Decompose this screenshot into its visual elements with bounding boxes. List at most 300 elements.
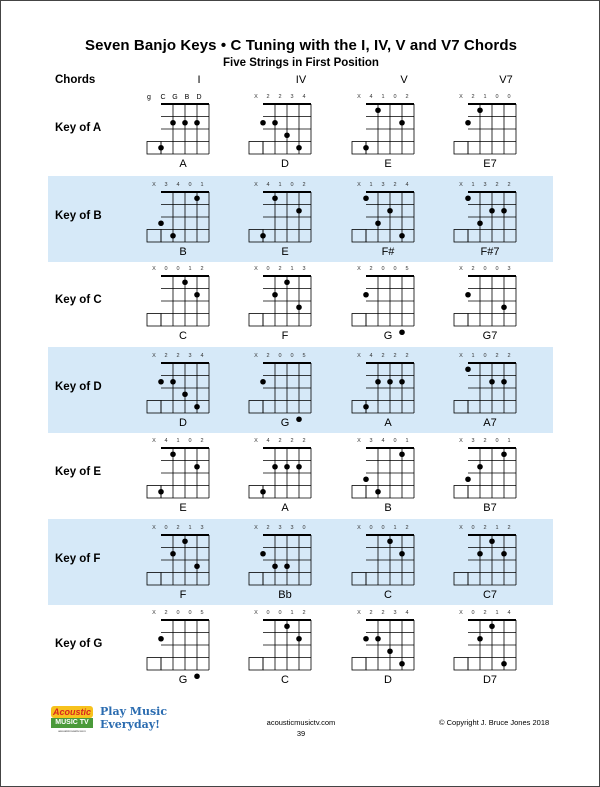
finger-dot (387, 648, 393, 654)
chord-grid (245, 347, 325, 417)
chord-name: D (179, 417, 187, 429)
chord-name: G (280, 417, 290, 429)
key-label: Key of F (55, 553, 101, 565)
fingering-mark: 0 (188, 438, 192, 444)
finger-dot (465, 476, 471, 482)
chord-diagram (245, 519, 325, 605)
fingering-mark: 2 (278, 438, 282, 444)
fingering-mark: 2 (393, 182, 397, 188)
fingering-mark: 4 (381, 438, 385, 444)
fifth-string-stub (454, 314, 468, 327)
finger-dot (387, 208, 393, 214)
finger-dot (477, 107, 483, 113)
chord-diagram (450, 176, 530, 262)
fingering-mark: 0 (188, 182, 192, 188)
chord-diagram (143, 176, 223, 262)
finger-dot (272, 120, 278, 126)
fifth-string-stub (147, 401, 161, 414)
finger-dot (296, 145, 302, 151)
fingering-mark: 2 (278, 94, 282, 100)
finger-dot (465, 366, 471, 372)
column-header-V7: V7 (499, 74, 513, 86)
chord-grid (450, 176, 530, 246)
finger-dot (399, 551, 405, 557)
chord-diagram (143, 347, 223, 433)
fingering-mark: 3 (278, 525, 282, 531)
fingering-mark: 0 (176, 266, 180, 272)
finger-dot (375, 636, 381, 642)
fingering-mark: 3 (483, 182, 487, 188)
page-title: Seven Banjo Keys • C Tuning with the I, IV, V and V7 Chords (84, 37, 518, 54)
fingering-mark: X (152, 525, 156, 531)
chord-name: C (179, 330, 187, 342)
chord-name: C (384, 589, 392, 601)
fingering-mark: 3 (200, 525, 204, 531)
finger-dot (465, 292, 471, 298)
fingering-mark: 2 (507, 525, 511, 531)
fingering-mark: 1 (471, 353, 475, 359)
fingering-mark: 0 (278, 353, 282, 359)
finger-dot (489, 208, 495, 214)
fingering-mark: 2 (176, 353, 180, 359)
fingering-mark: X (254, 182, 258, 188)
fingering-mark: 1 (176, 438, 180, 444)
chord-grid (450, 519, 530, 589)
fingering-mark: X (459, 525, 463, 531)
finger-dot (284, 563, 290, 569)
string-name: g (147, 94, 151, 101)
fingering-mark: 0 (495, 94, 499, 100)
finger-dot (363, 636, 369, 642)
fingering-mark: 2 (176, 525, 180, 531)
fingering-mark: 2 (266, 353, 270, 359)
chord-diagram (450, 604, 530, 690)
fingering-mark: 2 (290, 438, 294, 444)
string-name: C (160, 94, 166, 101)
chord-name: Bb (278, 589, 292, 601)
fingering-mark: 1 (278, 182, 282, 188)
fingering-mark: 1 (483, 94, 487, 100)
finger-dot (363, 404, 369, 410)
chord-diagram (348, 88, 428, 174)
finger-dot (158, 145, 164, 151)
finger-dot (272, 195, 278, 201)
chord-name: G (178, 674, 188, 686)
fingering-mark: X (357, 266, 361, 272)
column-header-I: I (197, 74, 201, 86)
finger-dot (182, 279, 188, 285)
finger-dot (375, 379, 381, 385)
chord-diagram (143, 260, 223, 346)
finger-dot (399, 120, 405, 126)
fingering-mark: X (357, 610, 361, 616)
chord-diagram (143, 604, 223, 690)
chord-diagram (450, 432, 530, 518)
fingering-mark: 0 (471, 525, 475, 531)
finger-dot (501, 379, 507, 385)
chord-name: F (179, 589, 187, 601)
finger-dot (375, 220, 381, 226)
finger-dot (272, 464, 278, 470)
finger-dot (194, 120, 200, 126)
fifth-string-stub (352, 573, 366, 586)
chord-diagram (348, 347, 428, 433)
fingering-mark: X (152, 353, 156, 359)
fingering-mark: 2 (471, 266, 475, 272)
copyright: © Copyright J. Bruce Jones 2018 (439, 718, 550, 727)
finger-dot (284, 623, 290, 629)
chord-grid (348, 432, 428, 502)
fingering-mark: 2 (381, 353, 385, 359)
finger-dot (284, 464, 290, 470)
finger-dot (296, 208, 302, 214)
chord-diagram (245, 347, 325, 433)
logo-tagline-1: Play Music (100, 705, 168, 718)
finger-dot (170, 233, 176, 239)
finger-dot (489, 538, 495, 544)
logo-wordmark: Acoustic (52, 707, 91, 717)
chord-grid (348, 260, 428, 330)
fingering-mark: X (459, 266, 463, 272)
fingering-mark: 4 (405, 182, 409, 188)
finger-dot (465, 120, 471, 126)
fingering-mark: 2 (200, 266, 204, 272)
chord-name: F (281, 330, 289, 342)
fingering-mark: X (254, 353, 258, 359)
chord-diagram (245, 88, 325, 174)
chord-name: B7 (483, 502, 497, 514)
chord-name: D (281, 158, 289, 170)
fingering-mark: 0 (302, 525, 306, 531)
fifth-string-stub (249, 314, 263, 327)
fingering-mark: 2 (405, 353, 409, 359)
fifth-string-stub (352, 486, 366, 499)
chord-diagram (348, 519, 428, 605)
chord-name: E (281, 246, 289, 258)
fingering-mark: 0 (483, 266, 487, 272)
chord-diagram (245, 260, 325, 346)
fingering-mark: X (254, 525, 258, 531)
fingering-mark: X (357, 525, 361, 531)
fingering-mark: 2 (302, 182, 306, 188)
chords-column-header: Chords (55, 74, 96, 86)
fifth-string-stub (249, 142, 263, 155)
fingering-mark: 4 (405, 610, 409, 616)
footer-url: acousticmusictv.com (266, 718, 336, 727)
fingering-mark: 3 (471, 438, 475, 444)
logo-music-tv: MUSIC TV (51, 718, 93, 728)
chord-diagram (348, 176, 428, 262)
fingering-mark: 0 (393, 94, 397, 100)
finger-dot (284, 279, 290, 285)
chord-diagram (245, 176, 325, 262)
fingering-mark: 2 (200, 438, 204, 444)
chord-diagram (143, 88, 223, 174)
fingering-mark: 0 (266, 266, 270, 272)
fingering-mark: 0 (471, 610, 475, 616)
fingering-mark: 2 (507, 182, 511, 188)
fingering-mark: 0 (266, 610, 270, 616)
finger-dot (260, 120, 266, 126)
column-header-V: V (400, 74, 408, 86)
fingering-mark: 1 (381, 94, 385, 100)
string-name: B (184, 94, 190, 101)
finger-dot (182, 391, 188, 397)
chord-diagram (143, 519, 223, 605)
fingering-mark: 1 (495, 525, 499, 531)
chord-diagram (348, 260, 428, 346)
fingering-mark: 1 (200, 182, 204, 188)
fifth-string-stub (454, 658, 468, 671)
finger-dot (477, 636, 483, 642)
fingering-mark: 4 (164, 438, 168, 444)
fingering-mark: X (459, 610, 463, 616)
fifth-string-stub (454, 230, 468, 243)
chord-name: A (384, 417, 392, 429)
chord-name: A (179, 158, 187, 170)
fingering-mark: 3 (290, 94, 294, 100)
chord-name: D7 (482, 674, 498, 686)
fingering-mark: X (459, 438, 463, 444)
fifth-string-stub (249, 658, 263, 671)
chord-grid (245, 604, 325, 674)
chord-name: C7 (482, 589, 498, 601)
fifth-string-stub (352, 314, 366, 327)
fingering-mark: 2 (483, 525, 487, 531)
fingering-mark: 4 (266, 438, 270, 444)
finger-dot (399, 233, 405, 239)
fingering-mark: 2 (393, 353, 397, 359)
finger-dot (170, 120, 176, 126)
fifth-string-stub (454, 573, 468, 586)
fingering-mark: 2 (302, 438, 306, 444)
fingering-mark: 3 (369, 438, 373, 444)
fingering-mark: 1 (188, 266, 192, 272)
finger-dot (158, 379, 164, 385)
column-header-IV: IV (295, 74, 307, 86)
chord-name: F#7 (480, 246, 500, 258)
chord-diagram (450, 519, 530, 605)
fingering-mark: 4 (176, 182, 180, 188)
fingering-mark: 1 (393, 525, 397, 531)
finger-dot (158, 220, 164, 226)
fingering-mark: 2 (266, 525, 270, 531)
fingering-mark: 3 (188, 353, 192, 359)
fingering-mark: 2 (164, 353, 168, 359)
finger-dot (158, 489, 164, 495)
fingering-mark: 2 (495, 353, 499, 359)
fingering-mark: X (254, 438, 258, 444)
fingering-mark: 0 (278, 610, 282, 616)
chord-grid (245, 260, 325, 330)
fingering-mark: 3 (290, 525, 294, 531)
fingering-mark: 5 (200, 610, 204, 616)
finger-dot (182, 120, 188, 126)
fifth-string-stub (147, 230, 161, 243)
finger-dot (465, 195, 471, 201)
finger-dot (182, 538, 188, 544)
chord-grid (450, 260, 530, 330)
chord-grid (348, 176, 428, 246)
fifth-string-stub (249, 573, 263, 586)
fingering-mark: 3 (381, 182, 385, 188)
fingering-mark: 1 (507, 438, 511, 444)
fingering-mark: 1 (405, 438, 409, 444)
chord-grid (143, 432, 223, 502)
chord-grid (348, 604, 428, 674)
finger-dot (170, 379, 176, 385)
logo-tagline-2: Everyday! (100, 718, 161, 731)
finger-dot (501, 451, 507, 457)
fingering-mark: 4 (369, 94, 373, 100)
fingering-mark: 0 (483, 353, 487, 359)
fingering-mark: X (254, 94, 258, 100)
finger-dot (194, 464, 200, 470)
finger-dot (158, 636, 164, 642)
fingering-mark: 0 (176, 610, 180, 616)
chord-grid (143, 347, 223, 417)
fingering-mark: 0 (290, 182, 294, 188)
fingering-mark: X (152, 266, 156, 272)
chord-grid (143, 176, 223, 246)
fingering-mark: X (152, 438, 156, 444)
fingering-mark: 5 (302, 353, 306, 359)
finger-dot (489, 379, 495, 385)
finger-dot (399, 379, 405, 385)
chord-grid (450, 432, 530, 502)
chord-grid (348, 88, 428, 158)
chord-diagram (245, 604, 325, 690)
finger-dot (194, 563, 200, 569)
fingering-mark: 4 (507, 610, 511, 616)
fingering-mark: 2 (369, 610, 373, 616)
fingering-mark: 3 (393, 610, 397, 616)
finger-dot (170, 551, 176, 557)
chord-name: F# (381, 246, 395, 258)
finger-dot (260, 233, 266, 239)
fingering-mark: 2 (483, 438, 487, 444)
chord-name: E (384, 158, 392, 170)
chord-name: B (179, 246, 187, 258)
chord-grid (245, 88, 325, 158)
chord-name: D (384, 674, 392, 686)
fingering-mark: 2 (483, 610, 487, 616)
fingering-mark: 0 (369, 525, 373, 531)
chord-diagram (348, 604, 428, 690)
chord-grid (450, 88, 530, 158)
finger-dot (194, 404, 200, 410)
fingering-mark: 1 (290, 610, 294, 616)
fingering-mark: 4 (369, 353, 373, 359)
finger-dot (296, 304, 302, 310)
chord-diagram (143, 432, 223, 518)
fingering-mark: 5 (405, 266, 409, 272)
chord-grid (245, 519, 325, 589)
finger-dot (399, 661, 405, 667)
logo-small-url: acousticmusictv.com (58, 729, 86, 733)
fifth-string-stub (454, 401, 468, 414)
chord-name: E7 (483, 158, 497, 170)
finger-dot (260, 489, 266, 495)
finger-dot (477, 551, 483, 557)
fifth-string-stub (147, 314, 161, 327)
key-label: Key of D (55, 381, 102, 393)
chord-grid (348, 519, 428, 589)
chord-diagram (450, 347, 530, 433)
chord-grid (143, 604, 223, 674)
fingering-mark: 0 (188, 610, 192, 616)
chord-diagram (245, 432, 325, 518)
fingering-mark: 4 (266, 182, 270, 188)
fingering-mark: 2 (164, 610, 168, 616)
key-label: Key of E (55, 466, 102, 478)
chord-name: E (179, 502, 187, 514)
fingering-mark: X (459, 94, 463, 100)
chord-name: G7 (482, 330, 498, 342)
chord-grid (348, 347, 428, 417)
finger-dot (387, 538, 393, 544)
fingering-mark: 1 (290, 266, 294, 272)
fifth-string-stub (147, 658, 161, 671)
fingering-mark: 2 (495, 182, 499, 188)
finger-dot (363, 292, 369, 298)
fifth-string-stub (454, 142, 468, 155)
fingering-mark: X (357, 438, 361, 444)
finger-dot (477, 220, 483, 226)
fingering-mark: X (459, 353, 463, 359)
fifth-string-stub (454, 486, 468, 499)
chord-name: A7 (483, 417, 497, 429)
finger-dot (363, 145, 369, 151)
fingering-mark: 0 (393, 266, 397, 272)
fingering-mark: 2 (278, 266, 282, 272)
finger-dot (501, 304, 507, 310)
finger-dot (272, 563, 278, 569)
fifth-string-stub (352, 658, 366, 671)
fingering-mark: X (152, 610, 156, 616)
fingering-mark: X (459, 182, 463, 188)
fifth-string-stub (249, 401, 263, 414)
fingering-mark: X (152, 182, 156, 188)
fingering-mark: 1 (188, 525, 192, 531)
fingering-mark: X (254, 266, 258, 272)
fingering-mark: 2 (405, 94, 409, 100)
fingering-mark: 2 (266, 94, 270, 100)
page-number: 39 (296, 729, 306, 738)
finger-dot (363, 195, 369, 201)
chord-grid (245, 432, 325, 502)
key-label: Key of B (55, 210, 102, 222)
chord-diagram (348, 432, 428, 518)
key-label: Key of C (55, 294, 102, 306)
key-label: Key of G (55, 638, 103, 650)
chord-grid (143, 260, 223, 330)
fingering-mark: 1 (369, 182, 373, 188)
finger-dot (170, 451, 176, 457)
fingering-mark: 0 (381, 525, 385, 531)
finger-dot (272, 292, 278, 298)
chord-name: A (281, 502, 289, 514)
fingering-mark: 2 (405, 525, 409, 531)
finger-dot (284, 132, 290, 138)
chord-diagram (450, 260, 530, 346)
chord-name: B (384, 502, 392, 514)
fifth-string-stub (352, 230, 366, 243)
finger-dot (260, 551, 266, 557)
chord-grid (143, 519, 223, 589)
string-name: G (172, 94, 178, 101)
chord-grid (450, 604, 530, 674)
